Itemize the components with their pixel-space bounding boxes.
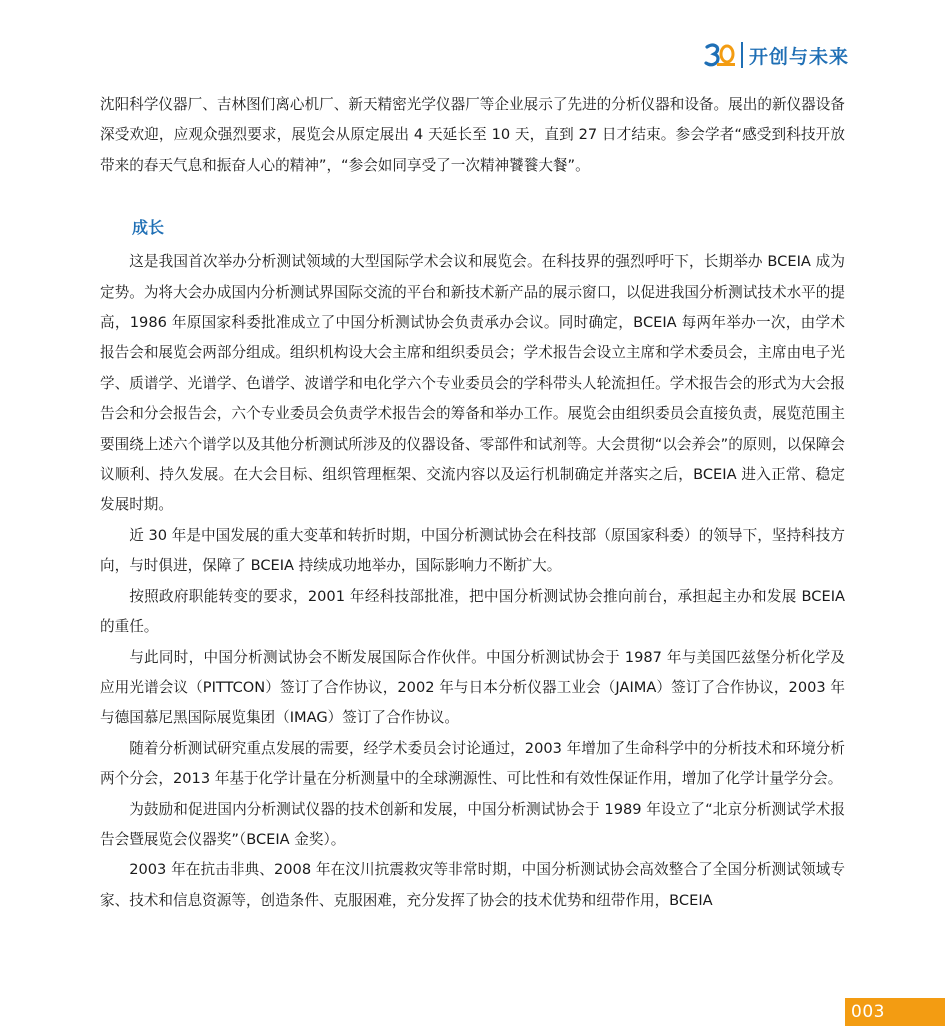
paragraph-2: 近 30 年是中国发展的重大变革和转折时期，中国分析测试协会在科技部（原国家科委）的领导下，坚持科技方向，与时俱进，保障了 BCEIA 持续成功地举办，国际影响力不断扩大。 <box>100 526 845 575</box>
paragraph-4: 与此同时，中国分析测试协会不断发展国际合作伙伴。中国分析测试协会于 1987 年与美国匹兹堡分析化学及应用光谱会议（PITTCON）签订了合作协议，2002 年与日本分析仪器工业会（JAIMA）签订了合作协议，2003 年与德国慕尼黑国际展览集团（IMAG）签订了合作协议。 <box>100 648 845 727</box>
header-title: 开创与未来 <box>748 45 849 68</box>
section-heading: 成长 <box>132 218 165 238</box>
paragraph-6: 为鼓励和促进国内分析测试仪器的技术创新和发展，中国分析测试协会于 1989 年设立了“北京分析测试学术报告会暨展览会仪器奖”（BCEIA 金奖）。 <box>100 800 845 848</box>
article-content <box>100 90 845 916</box>
anniversary-logo-icon <box>703 41 737 69</box>
header-logo <box>703 40 849 70</box>
page-number-badge <box>845 998 945 1026</box>
paragraph-3: 按照政府职能转变的要求，2001 年经科技部批准，把中国分析测试协会推向前台，承担起主办和发展 BCEIA 的重任。 <box>100 587 846 636</box>
paragraph-5: 随着分析测试研究重点发展的需要，经学术委员会讨论通过，2003 年增加了生命科学中的分析技术和环境分析两个分会，2013 年基于化学计量在分析测量中的全球溯源性、可比性和有效性保证作用，增加了化学计量学分会。 <box>100 739 845 788</box>
paragraph-7: 2003 年在抗击非典、2008 年在汶川抗震救灾等非常时期，中国分析测试协会高效整合了全国分析测试领域专家、技术和信息资源等，创造条件、克服困难，充分发挥了协会的技术优势和纽带作用，BCEIA <box>100 861 845 909</box>
paragraph-1: 这是我国首次举办分析测试领域的大型国际学术会议和展览会。在科技界的强烈呼吁下，长期举办 BCEIA 成为定势。为将大会办成国内分析测试界国际交流的平台和新技术新产品的展示窗口，以促进我国分析测试技术水平的提高，1986 年原国家科委批准成立了中国分析测试协会负责承办会议。同时确定，BCEIA 每两年举办一次，由学术报告会和展览会两部分组成。组织机构设大会主席和组织委员会；学术报告会设立主席和学术委员会，主席由电子光学、质谱学、光谱学、色谱学、波谱学和电化学六个专业委员会的学科带头人轮流担任。学术报告会的形式为大会报告会和分会报告会，六个专业委员会负责学术报告会的筹备和举办工作。展览会由组织委员会直接负责，展览范围主要围绕上述六个谱学以及其他分析测试所涉及的仪器设备、零部件和试剂等。大会贯彻“以会养会”的原则，以保障会议顺利、持久发展。在大会目标、组织管理框架、交流内容以及运行机制确定并落实之后，BCEIA 进入正常、稳定发展时期。 <box>100 253 845 514</box>
logo-separator <box>741 42 743 68</box>
page-number: 003 <box>851 1002 885 1022</box>
intro-paragraph: 沈阳科学仪器厂、吉林图们离心机厂、新天精密光学仪器厂等企业展示了先进的分析仪器和设备。展出的新仪器设备深受欢迎，应观众强烈要求，展览会从原定展出 4 天延长至 10 天，直到 27 日才结束。参会学者“感受到科技开放带来的春天气息和振奋人心的精神”，“参会如同享受了一次精神饕餮大餐”。 <box>100 96 845 174</box>
